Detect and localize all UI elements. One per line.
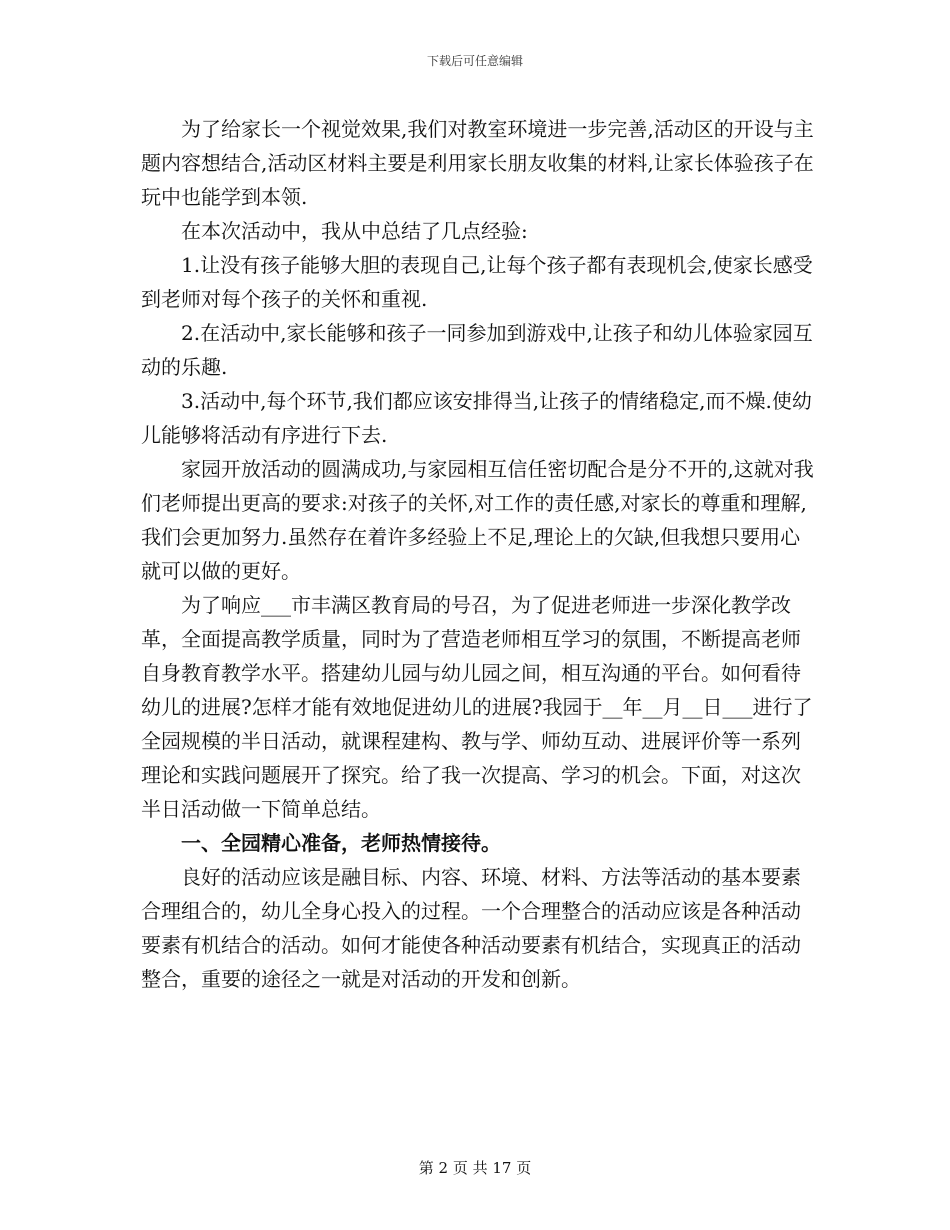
page-number: 第 2 页 共 17 页 <box>418 1159 532 1177</box>
section-heading: 一、全园精心准备，老师热情接待。 <box>181 831 501 855</box>
paragraph: 为了给家长一个视觉效果,我们对教室环境进一步完善,活动区的开设与主题内容想结合,活动区材料主要是利用家长朋友收集的材料,让家长体验孩子在玩中也能学到本领. <box>141 117 814 209</box>
paragraph: 3.活动中,每个环节,我们都应该安排得当,让孩子的情绪稳定,而不燥.使幼儿能够将活动有序进行下去. <box>141 389 812 447</box>
paragraph: 1.让没有孩子能够大胆的表现自己,让每个孩子都有表现机会,使家长感受到老师对每个孩子的关怀和重视. <box>141 253 813 311</box>
page-header-note: 下载后可任意编辑 <box>426 54 523 68</box>
paragraph: 良好的活动应该是融目标、内容、环境、材料、方法等活动的基本要素合理组合的，幼儿全身心投入的过程。一个合理整合的活动应该是各种活动要素有机结合的活动。如何才能使各种活动要素有机结合，实现真正的活动整合，重要的途径之一就是对活动的开发和创新。 <box>141 865 801 991</box>
paragraph: 为了响应___市丰满区教育局的号召，为了促进老师进一步深化教学改革，全面提高教学质量，同时为了营造老师相互学习的氛围，不断提高老师自身教育教学水平。搭建幼儿园与幼儿园之间，相互沟通的平台。如何看待幼儿的进展?怎样才能有效地促进幼儿的进展?我园于__年__月__日___进行了全园规模的半日活动，就课程建构、教与学、师幼互动、进展评价等一系列理论和实践问题展开了探究。给了我一次提高、学习的机会。下面，对这次半日活动做一下简单总结。 <box>141 593 813 821</box>
document-body <box>141 112 817 996</box>
paragraph: 2.在活动中,家长能够和孩子一同参加到游戏中,让孩子和幼儿体验家园互动的乐趣. <box>141 321 813 379</box>
paragraph: 在本次活动中，我从中总结了几点经验: <box>181 219 528 243</box>
paragraph: 家园开放活动的圆满成功,与家园相互信任密切配合是分不开的,这就对我们老师提出更高的要求:对孩子的关怀,对工作的责任感,对家长的尊重和理解,我们会更加努力.虽然存在着许多经验上不足,理论上的欠缺,但我想只要用心就可以做的更好。 <box>141 457 814 583</box>
